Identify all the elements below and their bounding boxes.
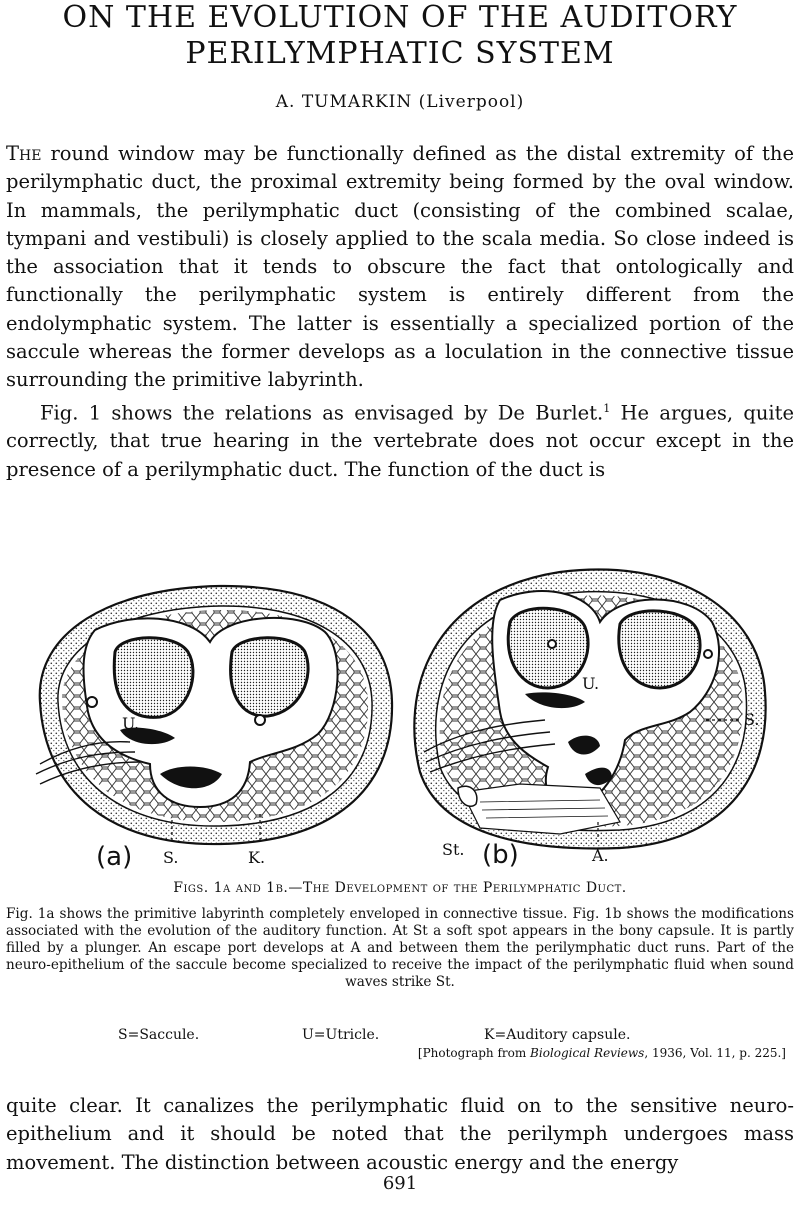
- label-a: (a): [96, 842, 133, 872]
- figure-1: [0, 552, 800, 880]
- paragraph-2: [6, 395, 794, 484]
- article-title-line-1: ON THE EVOLUTION OF THE AUDITORY: [62, 0, 738, 35]
- label-b-escape-port: A.: [592, 846, 609, 865]
- legend-capsule: K=Auditory capsule.: [484, 1027, 631, 1043]
- paragraph-1-text: round window may be functionally defined as the distal extremity of the perilymphatic duct, the proximal extremity being formed by the oval window. In mammals, the perilymphatic duct (consisting of the combined scalae, tympani and vestibuli) is closely applied to the scala media. So close indeed is the association that it tends to obscure the fact that ontologically and functionally the perilymphatic system is entirely different from the endolymphatic system. The latter is essentially a specialized portion of the saccule whereas the former develops as a loculation in the connective tissue surrounding the primitive labyrinth.: [6, 142, 794, 392]
- credit-journal: Biological Reviews: [530, 1046, 645, 1060]
- credit-suffix: , 1936, Vol. 11, p. 225.]: [644, 1046, 786, 1060]
- labyrinth-diagram: [0, 552, 800, 880]
- article-title-line-2: PERILYMPHATIC SYSTEM: [185, 36, 615, 71]
- page-number: 691: [382, 1173, 418, 1194]
- label-a-saccule: S.: [163, 848, 179, 867]
- credit-prefix: [Photograph from: [417, 1046, 531, 1060]
- figure-caption-title: Figs. 1a and 1b.—The Development of the Perilymphatic Duct.: [173, 880, 627, 896]
- paragraph-1: [6, 140, 794, 395]
- label-a-capsule: K.: [248, 848, 266, 867]
- label-b: (b): [482, 840, 519, 870]
- photo-credit: [418, 1046, 786, 1060]
- diagram-b: [414, 570, 765, 849]
- paragraph-3: quite clear. It canalizes the perilymphatic fluid on to the sensitive neuro-epithelium and it should be noted that the perilymph undergoes mass movement. The distinction between acoustic energy and the energy: [6, 1094, 794, 1174]
- paragraph-1-lead: The: [6, 142, 42, 165]
- label-b-saccule: S.: [744, 710, 760, 729]
- legend-utricle: U=Utricle.: [302, 1027, 380, 1043]
- body-text-top: [6, 140, 794, 484]
- label-b-soft-spot: St.: [442, 840, 465, 859]
- figure-caption-body: Fig. 1a shows the primitive labyrinth completely enveloped in connective tissue. Fig. 1b shows the modifications associated with the evolution of the auditory function. At St a soft spot appears in the bony capsule. It is partly filled by a plunger. An escape port develops at A and between them the perilymphatic duct runs. Part of the neuro-epithelium of the saccule become specialized to receive the impact of the perilymphatic fluid when sound waves strike St.: [6, 906, 794, 990]
- label-b-utricle: U.: [582, 674, 600, 693]
- diagram-a: [36, 586, 392, 844]
- legend-saccule: S=Saccule.: [118, 1027, 200, 1043]
- paragraph-2-text-rest: He argues, quite correctly, that true hearing in the vertebrate does not occur except in the presence of a perilymphatic duct. The function of the duct is: [6, 401, 795, 481]
- paragraph-2-text: Fig. 1 shows the relations as envisaged by De Burlet.: [40, 401, 604, 425]
- body-text-bottom: [6, 1092, 794, 1177]
- author-line: A. TUMARKIN (Liverpool): [275, 92, 525, 112]
- label-a-utricle: U.: [122, 714, 140, 733]
- footnote-marker: 1: [603, 401, 611, 415]
